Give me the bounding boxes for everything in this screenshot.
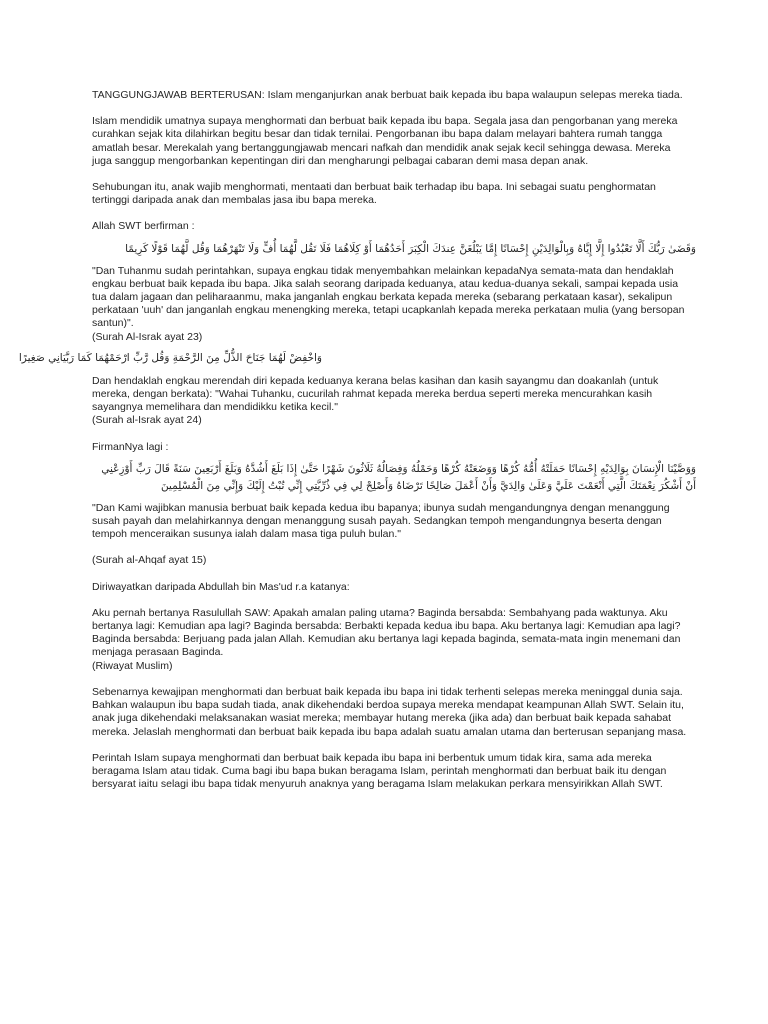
allah-swt-berfirman: Allah SWT berfirman : xyxy=(92,220,195,233)
translation-israk-24: Dan hendaklah engkau merendah diri kepada keduanya kerana belas kasihan dan kasih sayangmu dan doakanlah (untuk mereka, dengan berkata): "Wahai Tuhanku, cucurilah rahmat kepada mereka berdua seperti mereka mencurahkan kasih sayangnya memelihara dan mendidikku ketika kecil." xyxy=(92,374,659,414)
paragraph-islam-teaching: Islam mendidik umatnya supaya menghormati dan berbuat baik kepada ibu bapa. Segala jasa dan pengorbanan yang mereka curahkan sejak kita dilahirkan begitu besar dan tidak ternilai. Pengorbanan ibu bapa dalam melayari bahtera rumah tangga amatlah besar. Merekalah yang bertanggungjawab mencari nafkah dan mendidik anak sejak kecil sehingga dewasa. Mereka juga sanggup mengorbankan kepentingan diri dan mengharungi pelbagai cabaran demi masa depan anak. xyxy=(92,115,678,167)
reference-israk-23: (Surah Al-Israk ayat 23) xyxy=(92,330,203,343)
hadith-text: Aku pernah bertanya Rasulullah SAW: Apakah amalan paling utama? Baginda bersabda: Sembahyang pada waktunya. Aku bertanya lagi: Kemudian apa lagi? Baginda bersabda: Berbakti kepada kedua ibu bapa. Aku bertanya lagi: Kemudian apa lagi? Baginda bersabda: Berjuang pada jalan Allah. Kemudian aku bertanya lagi kepada baginda, semata-mata ingin menemani dan menjaga perasaan Baginda. xyxy=(92,606,681,659)
arabic-verse-israk-23: وَقَضَىٰ رَبُّكَ أَلَّا تَعْبُدُوا إِلَّا إِيَّاهُ وَبِالْوَالِدَيْنِ إِحْسَانًا إِمَّا يَبْلُغَنَّ عِندَكَ الْكِبَرَ أَحَدُهُمَا أَوْ كِلَاهُمَا فَلَا تَقُل لَّهُمَا أُفٍّ وَلَا تَنْهَرْهُمَا وَقُل لَّهُمَا قَوْلًا كَرِيمًا xyxy=(125,242,696,255)
hadith-reference: (Riwayat Muslim) xyxy=(92,659,173,672)
reference-ahqaf-15: (Surah al-Ahqaf ayat 15) xyxy=(92,554,207,567)
reference-israk-24: (Surah al-Israk ayat 24) xyxy=(92,414,202,427)
firmannya-lagi: FirmanNya lagi : xyxy=(92,440,169,453)
intro-paragraph: TANGGUNGJAWAB BERTERUSAN: Islam menganjurkan anak berbuat baik kepada ibu bapa walaupun selepas mereka tiada. xyxy=(92,89,683,101)
arabic-verse-israk-24: وَاخْفِضْ لَهُمَا جَنَاحَ الذُّلِّ مِنَ الرَّحْمَةِ وَقُل رَّبِّ ارْحَمْهُمَا كَمَا رَبَّيَانِي صَغِيرًا xyxy=(18,351,322,364)
hadith-narration-intro: Diriwayatkan daripada Abdullah bin Mas'ud r.a katanya: xyxy=(92,580,350,593)
paragraph-non-muslim-parents: Perintah Islam supaya menghormati dan berbuat baik kepada ibu bapa ini berbentuk umum tidak kira, sama ada mereka beragama Islam atau tidak. Cuma bagi ibu bapa bukan beragama Islam, perintah menghormati dan berbuat baik itu dengan bersyarat iaitu selagi ibu bapa tidak menyuruh anaknya yang beragama Islam melakukan perkara mensyirikkan Allah SWT. xyxy=(92,751,667,791)
document-body xyxy=(18,89,696,791)
paragraph-continuing-duty: Sebenarnya kewajipan menghormati dan berbuat baik kepada ibu bapa ini tidak terhenti selepas mereka meninggal dunia saja. Bahkan walaupun ibu bapa sudah tiada, anak dikehendaki berdoa supaya mereka mendapat keampunan Allah SWT. Selain itu, anak juga dikehendaki melaksanakan wasiat mereka; membayar hutang mereka (jika ada) dan berbuat baik kepada sahabat mereka. Jelaslah menghormati dan berbuat baik kepada ibu bapa adalah suatu amalan utama dan berterusan sepanjang masa. xyxy=(92,685,687,738)
paragraph-child-duty: Sehubungan itu, anak wajib menghormati, mentaati dan berbuat baik terhadap ibu bapa. Ini sebagai suatu penghormatan tertinggi daripada anak dan membalas jasa ibu bapa mereka. xyxy=(92,181,656,207)
translation-ahqaf-15: "Dan Kami wajibkan manusia berbuat baik kepada kedua ibu bapanya; ibunya sudah mengandungnya dengan menanggung susah payah dan melahirkannya dengan menanggung susah payah. Sedangkan tempoh mengandungnya beserta dengan tempoh menceraikan susunya ialah dalam masa tiga puluh bulan." xyxy=(92,501,670,541)
arabic-verse-ahqaf-15: وَوَصَّيْنَا الْإِنسَانَ بِوَالِدَيْهِ إِحْسَانًا حَمَلَتْهُ أُمُّهُ كُرْهًا وَوَضَعَتْهُ كُرْهًا وَحَمْلُهُ وَفِصَالُهُ ثَلَاثُونَ شَهْرًا حَتَّىٰ إِذَا بَلَغَ أَشُدَّهُ وَبَلَغَ أَرْبَعِينَ سَنَةً قَالَ رَبِّ أَوْزِعْنِي أَنْ أَشْكُرَ نِعْمَتَكَ الَّتِي أَنْعَمْتَ عَلَيَّ وَعَلَىٰ وَالِدَيَّ وَأَنْ أَعْمَلَ صَالِحًا تَرْضَاهُ وَأَصْلِحْ لِي فِي ذُرِّيَّتِي إِنِّي تُبْتُ إِلَيْكَ وَإِنِّي مِنَ الْمُسْلِمِينَ xyxy=(101,462,696,492)
translation-israk-23: "Dan Tuhanmu sudah perintahkan, supaya engkau tidak menyembahkan melainkan kepadaNya semata-mata dan hendaklah engkau berbuat baik kepada ibu bapa. Jika salah seorang daripada keduanya, atau kedua-duanya sekali, sampai kepada usia tua dalam jagaan dan peliharaanmu, maka janganlah engkau berkata kepada mereka (sebarang perkataan kasar), sekalipun perkataan 'uuh' dan janganlah engkau menengking mereka, tetapi ucapkanlah kepada mereka perkataan mulia (yang bersopan santun)". xyxy=(92,264,685,330)
